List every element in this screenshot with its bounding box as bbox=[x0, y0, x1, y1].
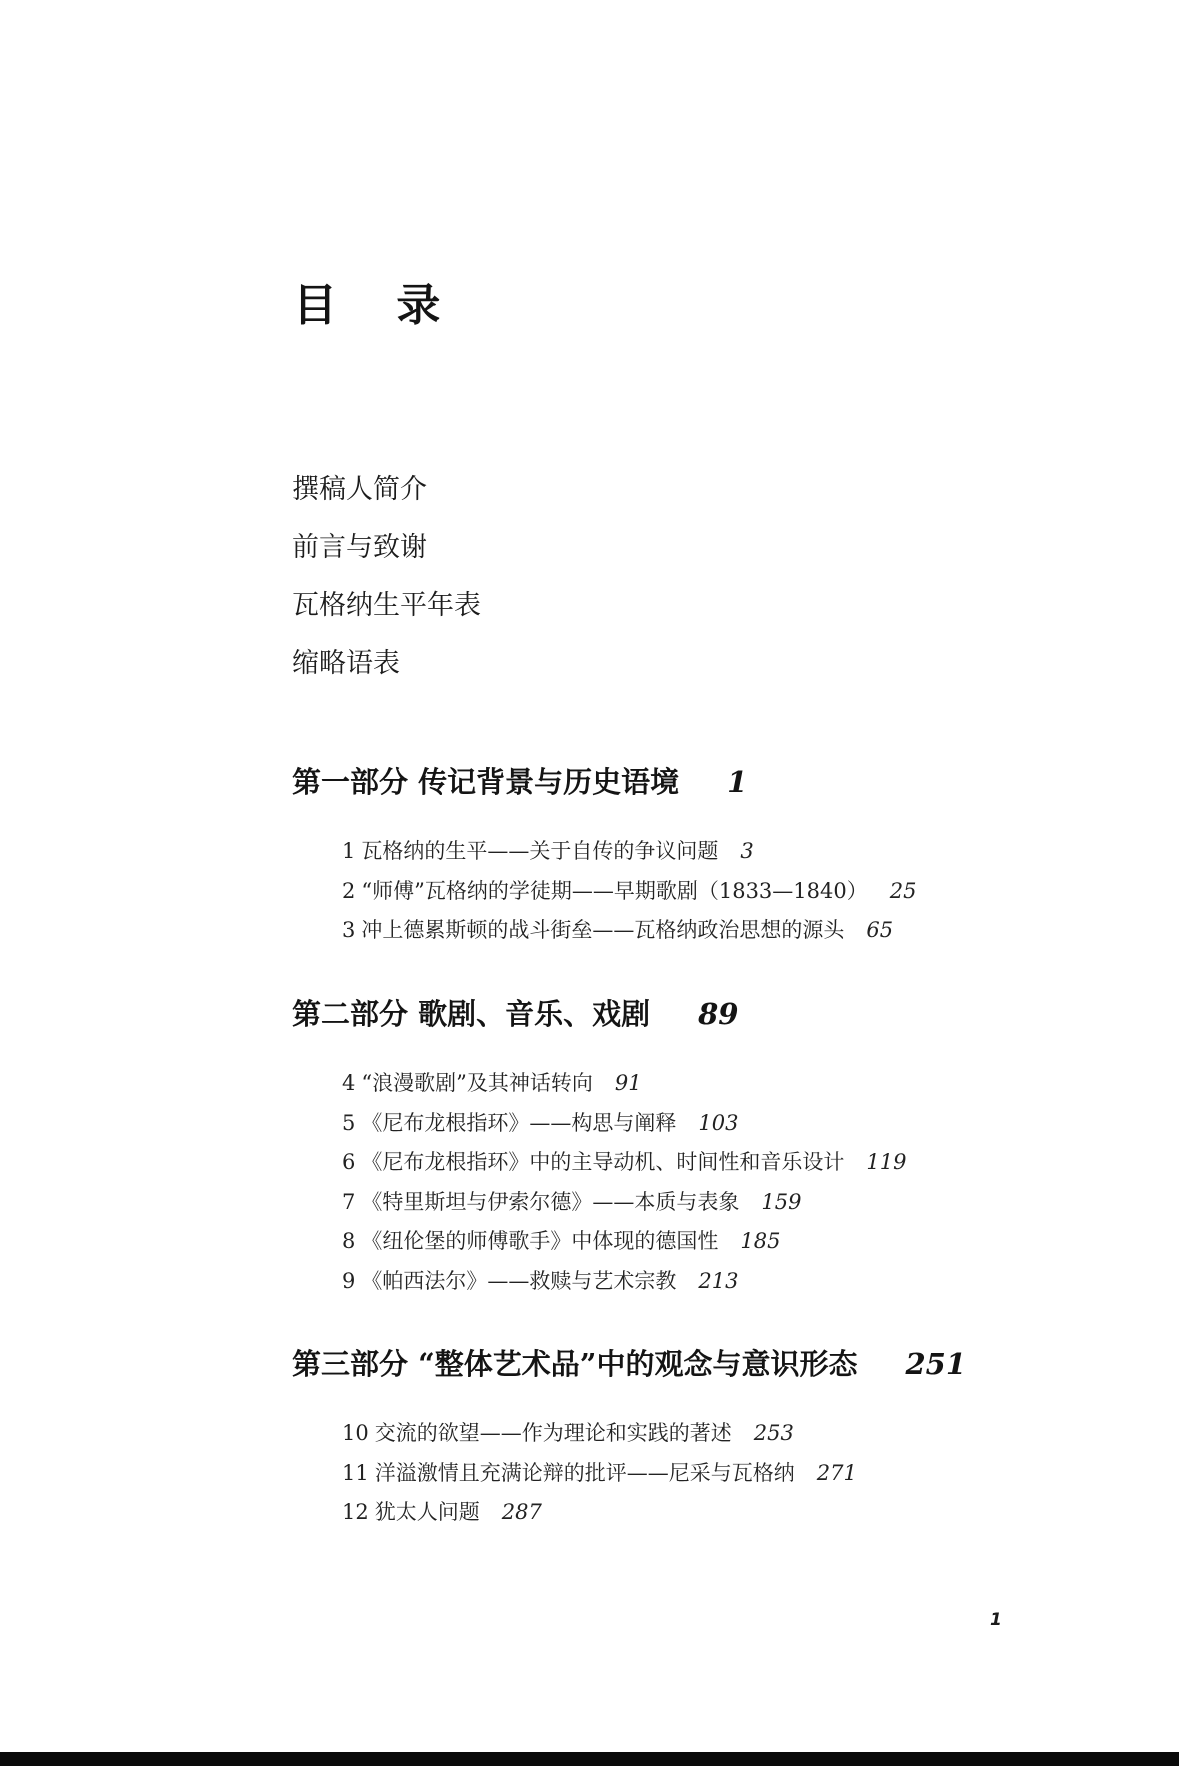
chapter-entry bbox=[342, 1458, 857, 1498]
front-matter-item: 缩略语表 bbox=[292, 648, 400, 679]
part-2-heading bbox=[292, 994, 738, 1034]
chapter-entry bbox=[342, 836, 916, 876]
bottom-edge-bar bbox=[0, 1752, 1179, 1766]
part-3-chapter-list bbox=[342, 1418, 857, 1537]
chapter-page-number: 287 bbox=[501, 1500, 542, 1524]
chapter-page-number: 119 bbox=[866, 1150, 907, 1174]
part-title: 第一部分 传记背景与历史语境 bbox=[292, 765, 680, 799]
toc-heading: 目 录 bbox=[293, 280, 463, 331]
chapter-number: 5 bbox=[342, 1110, 356, 1135]
chapter-page-number: 185 bbox=[740, 1229, 781, 1253]
part-page-number: 251 bbox=[905, 1347, 967, 1381]
page-number: 1 bbox=[990, 1610, 1002, 1630]
chapter-number: 10 bbox=[342, 1421, 369, 1445]
chapter-entry bbox=[342, 1147, 906, 1187]
chapter-number: 2 bbox=[342, 878, 356, 903]
chapter-page-number: 103 bbox=[698, 1110, 739, 1135]
part-1-chapter-list bbox=[342, 836, 916, 955]
chapter-entry bbox=[342, 1266, 906, 1306]
chapter-title: “师傅”瓦格纳的学徒期——早期歌剧（1833—1840） bbox=[361, 878, 868, 903]
chapter-page-number: 91 bbox=[614, 1071, 642, 1095]
chapter-entry bbox=[342, 1068, 906, 1108]
chapter-number: 4 bbox=[342, 1071, 356, 1095]
chapter-entry bbox=[342, 1418, 857, 1458]
part-title: 第二部分 歌剧、音乐、戏剧 bbox=[292, 997, 651, 1031]
part-3-heading bbox=[292, 1344, 966, 1384]
chapter-entry bbox=[342, 1108, 906, 1148]
chapter-number: 11 bbox=[342, 1460, 369, 1485]
chapter-entry bbox=[342, 1226, 906, 1266]
front-matter-item: 撰稿人简介 bbox=[292, 474, 427, 505]
chapter-number: 3 bbox=[342, 918, 356, 942]
chapter-page-number: 253 bbox=[753, 1421, 794, 1445]
chapter-page-number: 3 bbox=[740, 839, 754, 863]
chapter-entry bbox=[342, 1497, 857, 1537]
chapter-entry bbox=[342, 876, 916, 916]
chapter-title: 交流的欲望——作为理论和实践的著述 bbox=[374, 1421, 732, 1445]
chapter-title: 洋溢激情且充满论辩的批评——尼采与瓦格纳 bbox=[374, 1460, 795, 1485]
chapter-page-number: 25 bbox=[889, 878, 917, 903]
chapter-number: 6 bbox=[342, 1150, 356, 1174]
chapter-page-number: 213 bbox=[698, 1268, 739, 1293]
front-matter-item: 前言与致谢 bbox=[292, 532, 427, 563]
chapter-title: 《帕西法尔》——救赎与艺术宗教 bbox=[361, 1268, 677, 1293]
chapter-title: 《尼布龙根指环》——构思与阐释 bbox=[361, 1110, 677, 1135]
chapter-title: 冲上德累斯顿的战斗街垒——瓦格纳政治思想的源头 bbox=[361, 918, 845, 942]
part-page-number: 89 bbox=[698, 997, 739, 1031]
chapter-number: 1 bbox=[342, 839, 356, 863]
chapter-page-number: 271 bbox=[816, 1460, 857, 1485]
chapter-number: 7 bbox=[342, 1189, 356, 1214]
front-matter-item: 瓦格纳生平年表 bbox=[292, 590, 481, 621]
chapter-title: 《特里斯坦与伊索尔德》——本质与表象 bbox=[361, 1189, 740, 1214]
chapter-title: 《尼布龙根指环》中的主导动机、时间性和音乐设计 bbox=[361, 1150, 845, 1174]
front-matter-list bbox=[292, 470, 481, 702]
chapter-title: 瓦格纳的生平——关于自传的争议问题 bbox=[361, 839, 719, 863]
part-title: 第三部分 “整体艺术品”中的观念与意识形态 bbox=[292, 1347, 858, 1381]
part-1-heading bbox=[292, 762, 747, 802]
chapter-number: 8 bbox=[342, 1229, 356, 1253]
part-2-chapter-list bbox=[342, 1068, 906, 1305]
chapter-title: 《纽伦堡的师傅歌手》中体现的德国性 bbox=[361, 1229, 719, 1253]
chapter-entry bbox=[342, 1187, 906, 1227]
chapter-page-number: 159 bbox=[761, 1189, 802, 1214]
chapter-entry bbox=[342, 915, 916, 955]
part-page-number: 1 bbox=[727, 765, 748, 799]
chapter-number: 12 bbox=[342, 1500, 369, 1524]
chapter-number: 9 bbox=[342, 1268, 356, 1293]
chapter-page-number: 65 bbox=[866, 918, 894, 942]
chapter-title: 犹太人问题 bbox=[374, 1500, 480, 1524]
chapter-title: “浪漫歌剧”及其神话转向 bbox=[361, 1071, 593, 1095]
